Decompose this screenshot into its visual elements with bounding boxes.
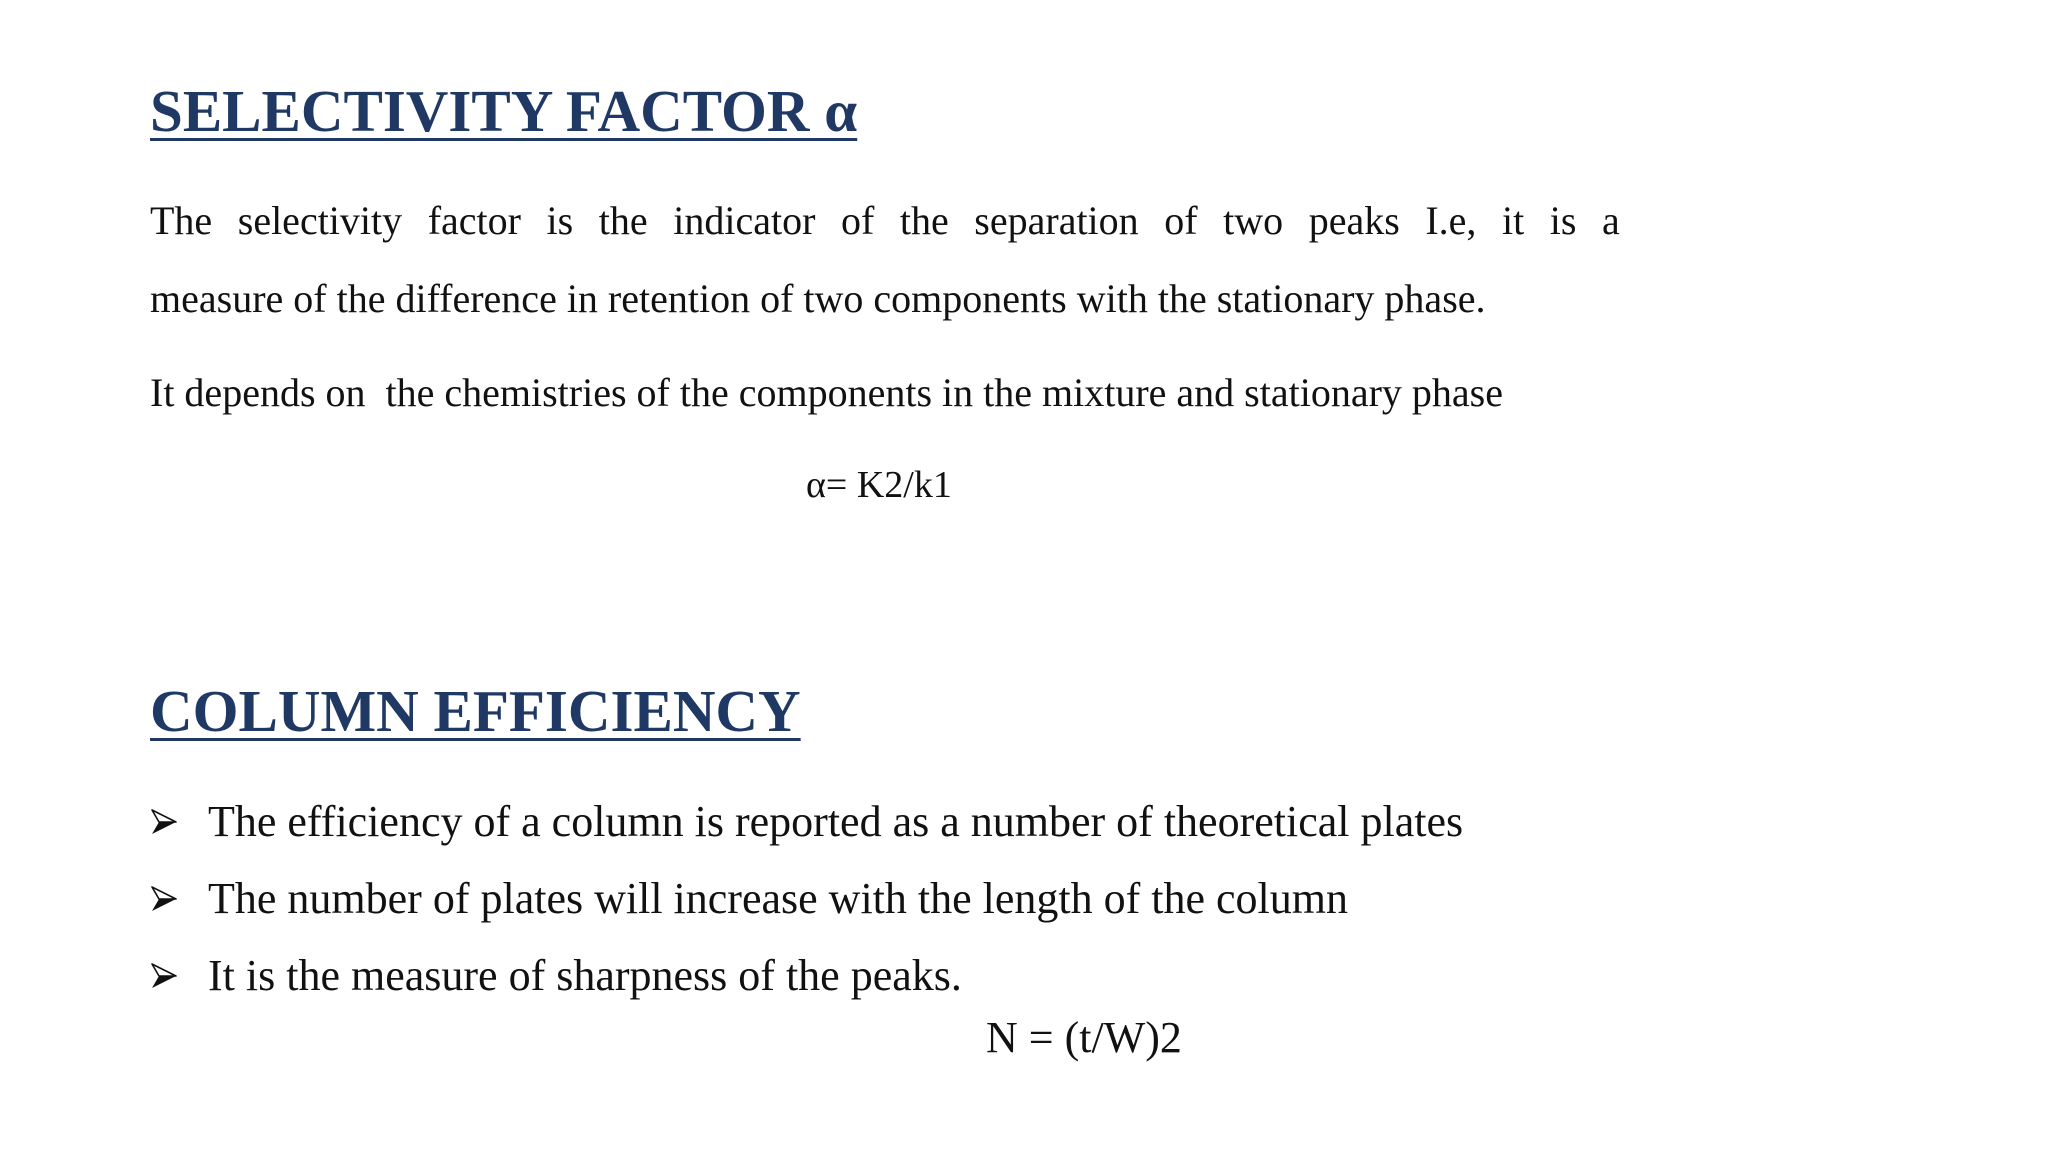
selectivity-paragraph-line-2: measure of the difference in retention of two components with the stationary phase. [150, 276, 1486, 321]
word: factor [427, 198, 521, 243]
word: of [1164, 198, 1198, 243]
selectivity-dependence-paragraph: It depends on the chemistries of the components in the mixture and stationary phase [150, 370, 1503, 415]
word: I.e, [1425, 198, 1477, 243]
arrowhead-bullet-icon [150, 885, 178, 913]
word: peaks [1308, 198, 1400, 243]
bullet-text: The efficiency of a column is reported as a number of theoretical plates [208, 797, 1464, 846]
column-efficiency-bullet-list [150, 783, 1463, 1014]
word: is [546, 198, 574, 243]
arrowhead-bullet-icon [150, 808, 178, 836]
word: a [1602, 198, 1620, 243]
selectivity-formula: α= K2/k1 [806, 464, 952, 506]
word: is [1549, 198, 1577, 243]
column-efficiency-heading: COLUMN EFFICIENCY [150, 678, 801, 744]
bullet-text: The number of plates will increase with the length of the column [208, 874, 1349, 923]
column-efficiency-formula: N = (t/W)2 [986, 1013, 1182, 1062]
word: The [150, 198, 213, 243]
word: of [840, 198, 875, 243]
selectivity-factor-heading: SELECTIVITY FACTOR α [150, 78, 858, 144]
word: the [899, 198, 949, 243]
word: indicator [673, 198, 816, 243]
word: two [1223, 198, 1284, 243]
word: selectivity [237, 198, 403, 243]
selectivity-paragraph-line-1 [150, 198, 1620, 243]
list-item [150, 860, 1463, 937]
word: it [1501, 198, 1525, 243]
list-item [150, 937, 1463, 1014]
arrowhead-bullet-icon [150, 962, 178, 990]
list-item [150, 783, 1463, 860]
word: separation [974, 198, 1139, 243]
bullet-text: It is the measure of sharpness of the peaks. [208, 951, 962, 1000]
word: the [598, 198, 648, 243]
